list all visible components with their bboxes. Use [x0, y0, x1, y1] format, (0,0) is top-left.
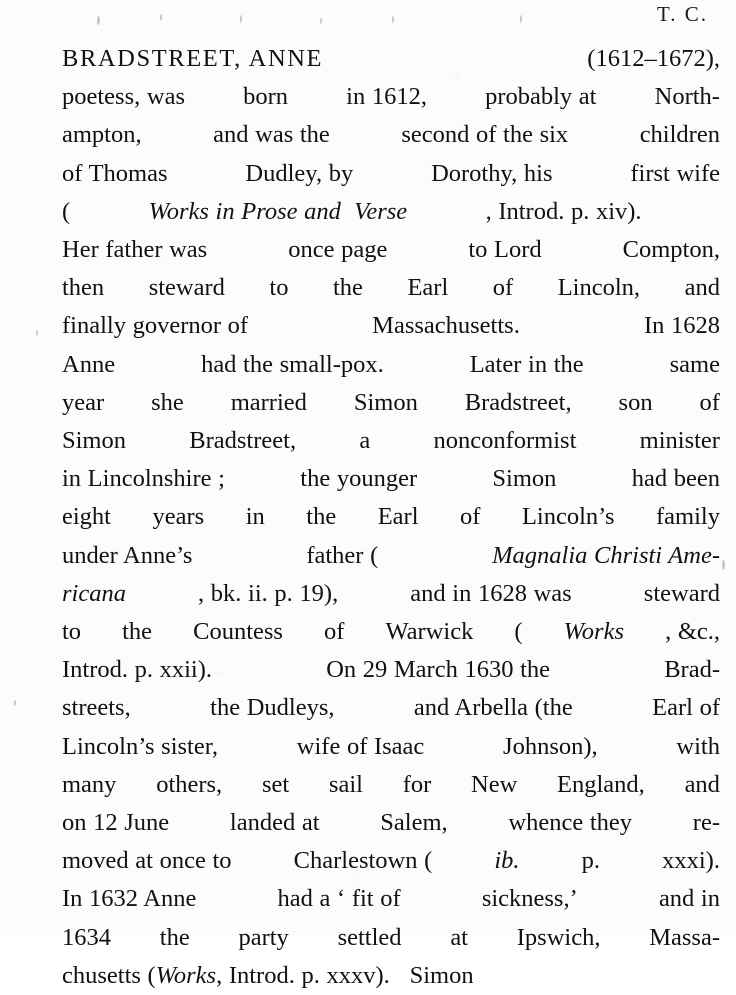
- entry-dates: (1612–1672),: [587, 45, 720, 72]
- text-line: year she married Simon Bradstreet, son of: [62, 388, 720, 416]
- entry-body: [62, 40, 720, 995]
- text-line: in Lincolnshire ; the younger Simon had been: [62, 465, 720, 493]
- scan-speck: [240, 15, 242, 23]
- text-line: Anne had the small-pox. Later in the same: [62, 350, 720, 378]
- text-line: chusetts (Works, Introd. p. xxxv). Simon: [62, 961, 474, 989]
- text-line: Introd. p. xxii). On 29 March 1630 the Brad-: [62, 656, 720, 684]
- text-line: ( Works in Prose and Verse , Introd. p. xiv).: [62, 197, 642, 225]
- scan-speck: [97, 16, 100, 25]
- text-line: In 1632 Anne had a ‘ fit of sickness,’ and in: [62, 885, 720, 913]
- text-line: 1634 the party settled at Ipswich, Massa-: [62, 923, 720, 951]
- text-line: of Thomas Dudley, by Dorothy, his first wife: [62, 159, 720, 187]
- scan-speck: [722, 560, 725, 570]
- running-head: T. C.: [656, 2, 708, 26]
- text-line: many others, set sail for New England, and: [62, 770, 720, 798]
- text-line: [62, 40, 720, 78]
- scan-speck: [320, 18, 322, 24]
- text-line: to the Countess of Warwick ( Works , &c.,: [62, 618, 720, 646]
- text-column: [62, 40, 720, 995]
- text-line: then steward to the Earl of Lincoln, and: [62, 274, 720, 302]
- text-line: finally governor of Massachusetts. In 1628: [62, 312, 720, 340]
- scan-speck: [160, 14, 162, 21]
- scan-speck: [36, 330, 38, 336]
- entry-headword: BRADSTREET, ANNE: [62, 45, 324, 72]
- text-line: ricana , bk. ii. p. 19), and in 1628 was steward: [62, 579, 720, 607]
- text-line: ampton, and was the second of the six children: [62, 121, 720, 149]
- text-line: Simon Bradstreet, a nonconformist minister: [62, 427, 720, 455]
- text-line: under Anne’s father ( Magnalia Christi Ame-: [62, 541, 720, 569]
- text-line: moved at once to Charlestown ( ib. p. xxxi).: [62, 847, 720, 875]
- text-line: on 12 June landed at Salem, whence they re-: [62, 809, 720, 837]
- text-line: Her father was once page to Lord Compton,: [62, 236, 720, 264]
- scan-speck: [14, 700, 16, 706]
- text-line: Lincoln’s sister, wife of Isaac Johnson), with: [62, 732, 720, 760]
- scan-speck: [392, 16, 394, 23]
- text-line: eight years in the Earl of Lincoln’s family: [62, 503, 720, 531]
- text-line: poetess, was born in 1612, probably at North-: [62, 83, 720, 111]
- text-line: streets, the Dudleys, and Arbella (the Earl of: [62, 694, 720, 722]
- scan-speck: [520, 15, 522, 23]
